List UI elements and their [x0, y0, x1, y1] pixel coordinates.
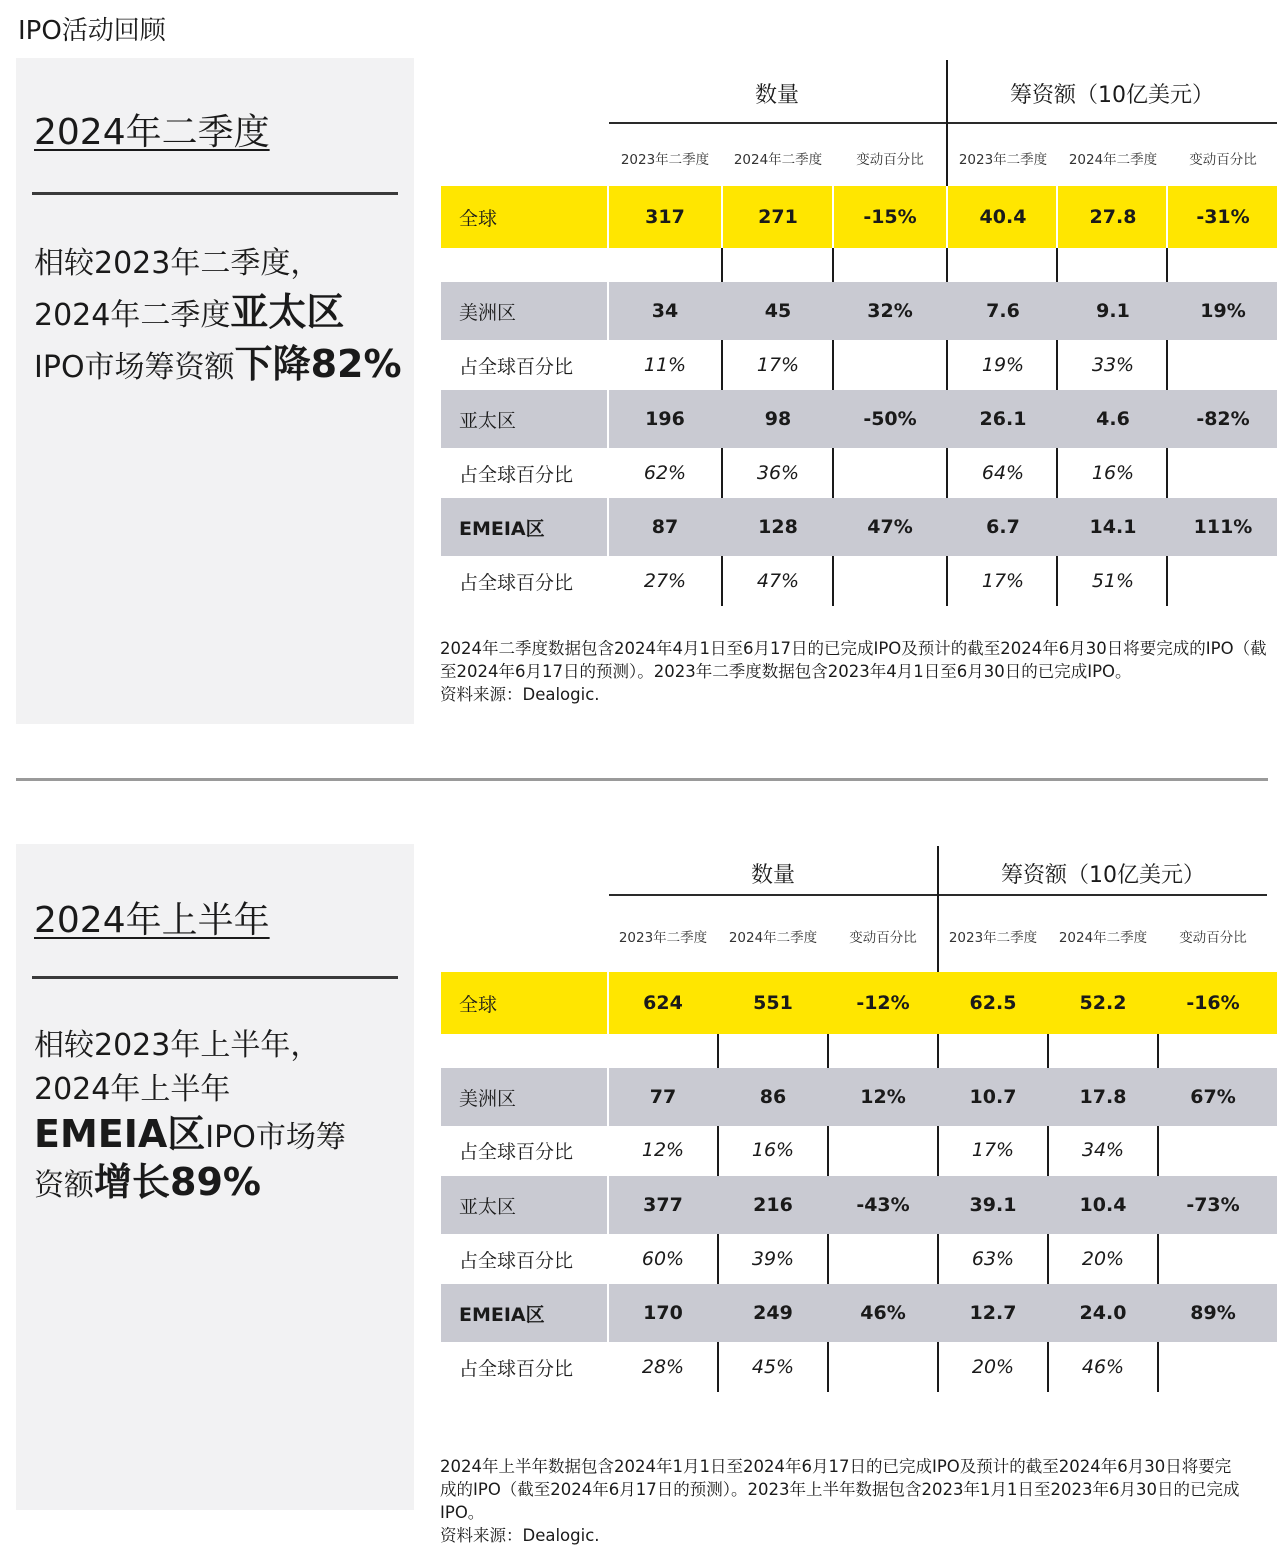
table-cell: 19%: [1200, 300, 1246, 322]
column-header: 变动百分比: [849, 930, 917, 946]
row-label: 占全球百分比: [459, 1357, 574, 1380]
table-cell: 19%: [981, 354, 1025, 376]
column-header: 变动百分比: [856, 152, 924, 168]
table-cell: 14.1: [1089, 516, 1137, 538]
table-cell: -15%: [863, 206, 917, 228]
divider: [32, 192, 398, 195]
table-row-share: [441, 1234, 1277, 1284]
table-cell: 40.4: [979, 206, 1027, 228]
table-row-global: [441, 972, 1277, 1034]
column-header: 2024年二季度: [1058, 930, 1148, 946]
divider: [32, 976, 398, 979]
table-row-share: [441, 556, 1277, 606]
ipo-table-h1: [441, 846, 1277, 1392]
table-cell: 12%: [641, 1139, 685, 1161]
table-cell: 39%: [751, 1248, 795, 1270]
table-cell: 52.2: [1079, 992, 1127, 1014]
row-label: 占全球百分比: [459, 355, 574, 378]
group-header-count: 数量: [750, 863, 795, 888]
table-cell: 67%: [1190, 1086, 1236, 1108]
summary-text: 相较2023年上半年， 2024年上半年 EMEIA区IPO市场筹 资额增长89%: [34, 1028, 346, 1204]
column-header: 2024年二季度: [1068, 152, 1158, 168]
table-cell: 16%: [751, 1139, 795, 1161]
row-label: 全球: [459, 207, 498, 230]
table-cell: 196: [645, 408, 685, 430]
column-header: 2023年二季度: [620, 152, 710, 168]
table-cell: 4.6: [1096, 408, 1130, 430]
table-cell: 47%: [867, 516, 913, 538]
column-header: 2024年二季度: [733, 152, 823, 168]
column-header: 2023年二季度: [618, 930, 708, 946]
column-header: 变动百分比: [1189, 152, 1257, 168]
group-divider: [937, 846, 939, 972]
table-cell: 17%: [756, 354, 800, 376]
table-cell: -16%: [1186, 992, 1240, 1014]
table-cell: 24.0: [1079, 1302, 1127, 1324]
row-label: 全球: [459, 993, 498, 1016]
column-header: 变动百分比: [1179, 930, 1247, 946]
table-cell: 249: [753, 1302, 793, 1324]
table-row-share: [441, 1342, 1277, 1392]
table-cell: 20%: [971, 1356, 1015, 1378]
table-cell: -50%: [863, 408, 917, 430]
row-label: 亚太区: [459, 409, 517, 432]
table-cell: 26.1: [979, 408, 1027, 430]
table-cell: 6.7: [986, 516, 1020, 538]
table-cell: -43%: [856, 1194, 910, 1216]
table-row-emeia: [441, 498, 1277, 556]
table-cell: 33%: [1091, 354, 1135, 376]
table-cell: 17.8: [1079, 1086, 1127, 1108]
summary-panel-h1: [16, 844, 414, 1510]
table-cell: 7.6: [986, 300, 1020, 322]
table-row-apac: [441, 1176, 1277, 1234]
table-cell: 34: [651, 300, 679, 322]
table-row-emeia: [441, 1284, 1277, 1342]
row-label: 美洲区: [459, 301, 517, 324]
table-cell: 12.7: [969, 1302, 1017, 1324]
page-title: IPO活动回顾: [18, 16, 166, 46]
table-cell: 36%: [756, 462, 800, 484]
table-cell: 317: [645, 206, 685, 228]
table-cell: 10.7: [969, 1086, 1017, 1108]
table-cell: 86: [759, 1086, 787, 1108]
table-row-share: [441, 448, 1277, 498]
table-cell: 216: [753, 1194, 793, 1216]
table-cell: 20%: [1081, 1248, 1125, 1270]
source-note: 资料来源：Dealogic.: [440, 685, 600, 704]
table-row-americas: [441, 282, 1277, 340]
table-cell: 27%: [643, 570, 687, 592]
table-cell: 77: [649, 1086, 677, 1108]
footnote: 2024年二季度数据包含2024年4月1日至6月17日的已完成IPO及预计的截至2024年6月30日将要完成的IPO（截至2024年6月17日的预测）。2023年二季度数据包含2023年4月1日至6月30日的已完成IPO。 资料来源：Dealogic.: [440, 637, 1270, 706]
table-cell: 551: [753, 992, 793, 1014]
row-label: 占全球百分比: [459, 1140, 574, 1163]
table-cell: 98: [764, 408, 792, 430]
table-cell: 28%: [641, 1356, 685, 1378]
table-cell: 32%: [867, 300, 913, 322]
table-cell: -31%: [1196, 206, 1250, 228]
table-cell: 62.5: [969, 992, 1017, 1014]
table-cell: -73%: [1186, 1194, 1240, 1216]
table-cell: 111%: [1193, 516, 1253, 538]
source-note: 资料来源：Dealogic.: [440, 1526, 600, 1545]
table-cell: 170: [643, 1302, 683, 1324]
table-row-americas: [441, 1068, 1277, 1126]
column-header: 2024年二季度: [728, 930, 818, 946]
header-rule: [609, 122, 1277, 124]
table-cell: 45: [764, 300, 792, 322]
table-row-share: [441, 1126, 1277, 1174]
group-header-amount: 筹资额（10亿美元）: [1001, 863, 1205, 888]
table-cell: 10.4: [1079, 1194, 1127, 1216]
table-cell: 11%: [643, 354, 687, 376]
table-cell: 46%: [1081, 1356, 1125, 1378]
section-heading: 2024年上半年: [34, 900, 270, 941]
row-label: 亚太区: [459, 1195, 517, 1218]
table-cell: 60%: [641, 1248, 685, 1270]
table-cell: 377: [643, 1194, 683, 1216]
table-cell: 17%: [981, 570, 1025, 592]
section-heading: 2024年二季度: [34, 112, 270, 153]
summary-text: 相较2023年二季度， 2024年二季度亚太区 IPO市场筹资额下降82%: [34, 246, 402, 386]
column-header: 2023年二季度: [948, 930, 1038, 946]
section-divider: [16, 778, 1268, 781]
table-cell: 624: [643, 992, 683, 1014]
row-label: 占全球百分比: [459, 1249, 574, 1272]
table-cell: 62%: [643, 462, 687, 484]
row-label: EMEIA区: [459, 1303, 545, 1326]
row-label: 占全球百分比: [459, 571, 574, 594]
table-cell: 51%: [1091, 570, 1135, 592]
table-cell: 39.1: [969, 1194, 1017, 1216]
table-cell: 64%: [981, 462, 1025, 484]
table-row-global: [441, 186, 1277, 248]
group-header-amount: 筹资额（10亿美元）: [1010, 83, 1214, 108]
table-cell: 45%: [751, 1356, 795, 1378]
table-cell: 47%: [756, 570, 800, 592]
table-cell: 27.8: [1089, 206, 1137, 228]
row-label: 美洲区: [459, 1087, 517, 1110]
row-label: 占全球百分比: [459, 463, 574, 486]
summary-panel-q2: [16, 58, 414, 724]
table-cell: 128: [758, 516, 798, 538]
table-cell: 89%: [1190, 1302, 1236, 1324]
row-label: EMEIA区: [459, 517, 545, 540]
ipo-table-q2: [441, 60, 1277, 608]
table-row-share: [441, 340, 1277, 390]
table-cell: 87: [651, 516, 679, 538]
column-header: 2023年二季度: [958, 152, 1048, 168]
table-cell: -82%: [1196, 408, 1250, 430]
table-cell: -12%: [856, 992, 910, 1014]
table-cell: 17%: [971, 1139, 1015, 1161]
table-cell: 63%: [971, 1248, 1015, 1270]
table-cell: 46%: [860, 1302, 906, 1324]
table-cell: 34%: [1081, 1139, 1125, 1161]
table-cell: 9.1: [1096, 300, 1130, 322]
table-cell: 12%: [860, 1086, 906, 1108]
table-cell: 16%: [1091, 462, 1135, 484]
table-row-apac: [441, 390, 1277, 448]
group-header-count: 数量: [754, 83, 799, 108]
footnote: 2024年上半年数据包含2024年1月1日至2024年6月17日的已完成IPO及预计的截至2024年6月30日将要完成的IPO（截至2024年6月17日的预测）。2023年上半年数据包含2023年1月1日至2023年6月30日的已完成IPO。 资料来源：Dealogic.: [440, 1457, 1240, 1545]
table-cell: 271: [758, 206, 798, 228]
